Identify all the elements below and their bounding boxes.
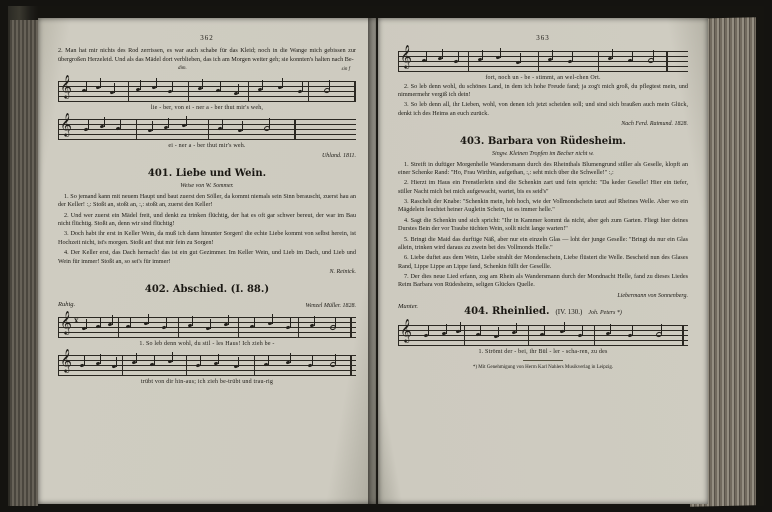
song-401-title: 401. Liebe und Wein. (147, 168, 267, 180)
staff-2-lyrics: ei - ner a - ber thut mir's weh. (168, 143, 246, 150)
song-401-attribution: N. Reinick. (329, 268, 356, 275)
treble-clef-icon: 𝄞 (60, 114, 72, 137)
song-402-tempo: Ruhig. (58, 300, 76, 308)
song-401-verse-1: 1. So jemand kann mit neuem Haupt und baut zuerst den Söller, da kommt niemals sein Sinn berauscht, zuerst hau an der Keller! :,: Stoßt an, stoßt an, :,: stoßt an, zuerst den Keller! (58, 193, 356, 209)
right-top-attribution: Nach Ferd. Raimund. 1828. (621, 120, 688, 127)
left-page-edges (10, 20, 38, 506)
song-404-tempo: Munter. (398, 302, 419, 310)
left-page (38, 18, 376, 504)
treble-clef-icon: 𝄞 (400, 320, 412, 343)
staff-1-lyrics: lie - ber, von ei - ner a - ber thut mir's weh, (150, 105, 264, 112)
right-verse-3: 3. So leb denn all, ihr Lieben, wohl, von denen ich jetzt scheiden soll; und sind sich braußen auch mein Glück, denkt ich des Heims an euch zurück. (398, 101, 688, 117)
music-staff-4 (58, 351, 356, 377)
song-402-composer: Wenzel Müller. 1828. (305, 303, 356, 310)
right-staff-lyrics: fort, noch un - be - stimmt, an wel-chen Ort. (485, 75, 601, 82)
treble-clef-icon: 𝄞 (60, 350, 72, 373)
song-404-staff-lyrics: 1. Strömt der - bei, ihr Bül - ler - scha-ren, zu des (478, 349, 608, 356)
left-page-number: 362 (200, 34, 214, 42)
song-403-verse-2: 2. Hierzt im Haus ein Frenstlerlein sind die Schenkin zart und fein spricht: "Da keder Geselle! Hier ein tiefer, stiller Nacht mich bei mich aufgewacht, wartet, bis es seid's" (398, 179, 688, 195)
footnote-rule (523, 360, 563, 361)
treble-clef-icon: 𝄞 (60, 312, 72, 335)
right-page (378, 18, 708, 504)
song-403-verse-1: 1. Streift in duftiger Morgenhelle Wandersmann durch des Rheinthals Blumengrund stiller als Geselle, klopft an einer Schenke Rand: "Ho, Frau Wirthin, aufgethan, :,: seht mich über die Schwelle!" :,: (398, 160, 688, 177)
time-signature: x (74, 315, 79, 326)
dim-marking: dim. (178, 66, 187, 72)
song-403-verse-7: 7. Der dies neue Lied erfann, zog am Rhein als Wandersmann durch der Mondnacht Helle, fand zu dieses Liedes Reim Barbara von Rüdesheim, seligen Glückes Quelle. (398, 272, 688, 289)
song-402-staff-lyrics-2: trübt von dir hin-aus; ich zieh be-trübt und trau-rig (140, 379, 274, 386)
music-staff-3 (58, 313, 356, 339)
song-404-variant: (IV. 130.) (555, 307, 583, 316)
treble-clef-icon: 𝄞 (400, 46, 412, 69)
right-verse-2: 2. So leb denn wohl, du schönes Land, in dem ich hohe Freude fand; ja zog't mich groß, du pflegtest mein, und nimmermehr vergiß ich dein! (398, 82, 688, 98)
song-404-footnote: *) Mit Genehmigung von Herrn Karl Nahlers Musikverlag in Leipzig. (472, 365, 614, 371)
treble-clef-icon: 𝄞 (60, 76, 72, 99)
song-403-verse-6: 6. Liebe duftet aus dem Wein, Liebe strahlt der Mondenschein, Liebe flüstert die Welle. Bescheid nun des Glases Rand, Lippe Lippe an Lippe fand, Schenkin füllt der Gesellle. (398, 254, 688, 270)
dynamic-marking: sin f (341, 67, 350, 73)
song-402-title: 402. Abschied. (I. 88.) (144, 284, 270, 295)
song-403-verse-4: 4. Sagt die Schenkin und sich spricht: "Ihr in Kammer kommt da nicht, aber geh zum Garten. Fliegt hier deines Durstes Bein der vor Traube tüchten Wein, sollt nicht lange warten!" (398, 216, 688, 233)
song-401-subtitle: Weise von W. Sommer. (180, 182, 234, 189)
song-403-verse-3: 3. Raschelt der Knabe: "Schenkin mein, hob hoch, wie der Vollmondschein tanzt auf Rheines Welle. Aber wo ein Mägdelein leuchtet heiner Augleiin Schein, ist es immer helle." (398, 198, 688, 214)
song-401-verse-4: 4. Der Keller erst, das Dach hernach! das ist ein gut Gezimmer. Im Keller Wein, und Lieb im Dach, und Lieb und Wein für immer! Stoßt an, so sei's für immer! (58, 249, 356, 265)
song-401-verse-2: 2. Und wer zuerst ein Mädel freit, und denkt zu trinken flüchtig, der hat es oft gar schwer bereut, der war im Bau nicht flüchtig. Stoßt an, denn wir sind flüchtig! (58, 211, 356, 228)
song-404-title: 404. Rheinlied. (464, 305, 550, 317)
song-403-title: 403. Barbara von Rüdesheim. (459, 136, 627, 148)
right-page-number: 363 (536, 34, 550, 42)
music-staff-6 (398, 321, 688, 347)
song-403-attribution: Liebermann von Sonnenberg. (617, 292, 688, 299)
song-402-staff-lyrics-1: 1. So leb denn wohl, du stil - les Haus! Ich zieh be - (139, 341, 275, 348)
music-staff-2 (58, 115, 356, 141)
verse-continuation: 2. Man hat mir nichts des Rod zerrissen, es war auch schabe für das Kleid; noch in die Wange mich gebissen zur übergroßen Herzeleid. Und als das Mädel dort verblieben, das ich am Morgen weiter geh; sie konnten's halten nach Be- (58, 47, 356, 63)
song-404-composer: Joh. Peters *) (588, 309, 622, 316)
open-book (8, 6, 764, 506)
song-401-verse-3: 3. Doch habt ihr erst in Keller Wein, da muß ich dann hinunter Sorgen! die echte Liebe kommt von selbst herein, ist Hochzeit nicht, ist's morgen. Stoßt an! thut mir fein zu Sorgen! (58, 230, 356, 246)
song-403-subtitle: Singw. Kleinen Tropfen im Becher nicht w. (492, 150, 594, 157)
song-403-verse-5: 5. Bringt die Maid das durftige Näß, aber nur ein einzeln Glas — loht der junge Geselle: "Bringt du nur ein Glas allein, trinken wird daraus zu zwein bei des Vollmonds Helle." (398, 235, 688, 251)
music-staff-1 (58, 77, 356, 103)
staff-2-attribution: Uhland. 1811. (321, 153, 356, 160)
music-staff-5 (398, 47, 688, 73)
